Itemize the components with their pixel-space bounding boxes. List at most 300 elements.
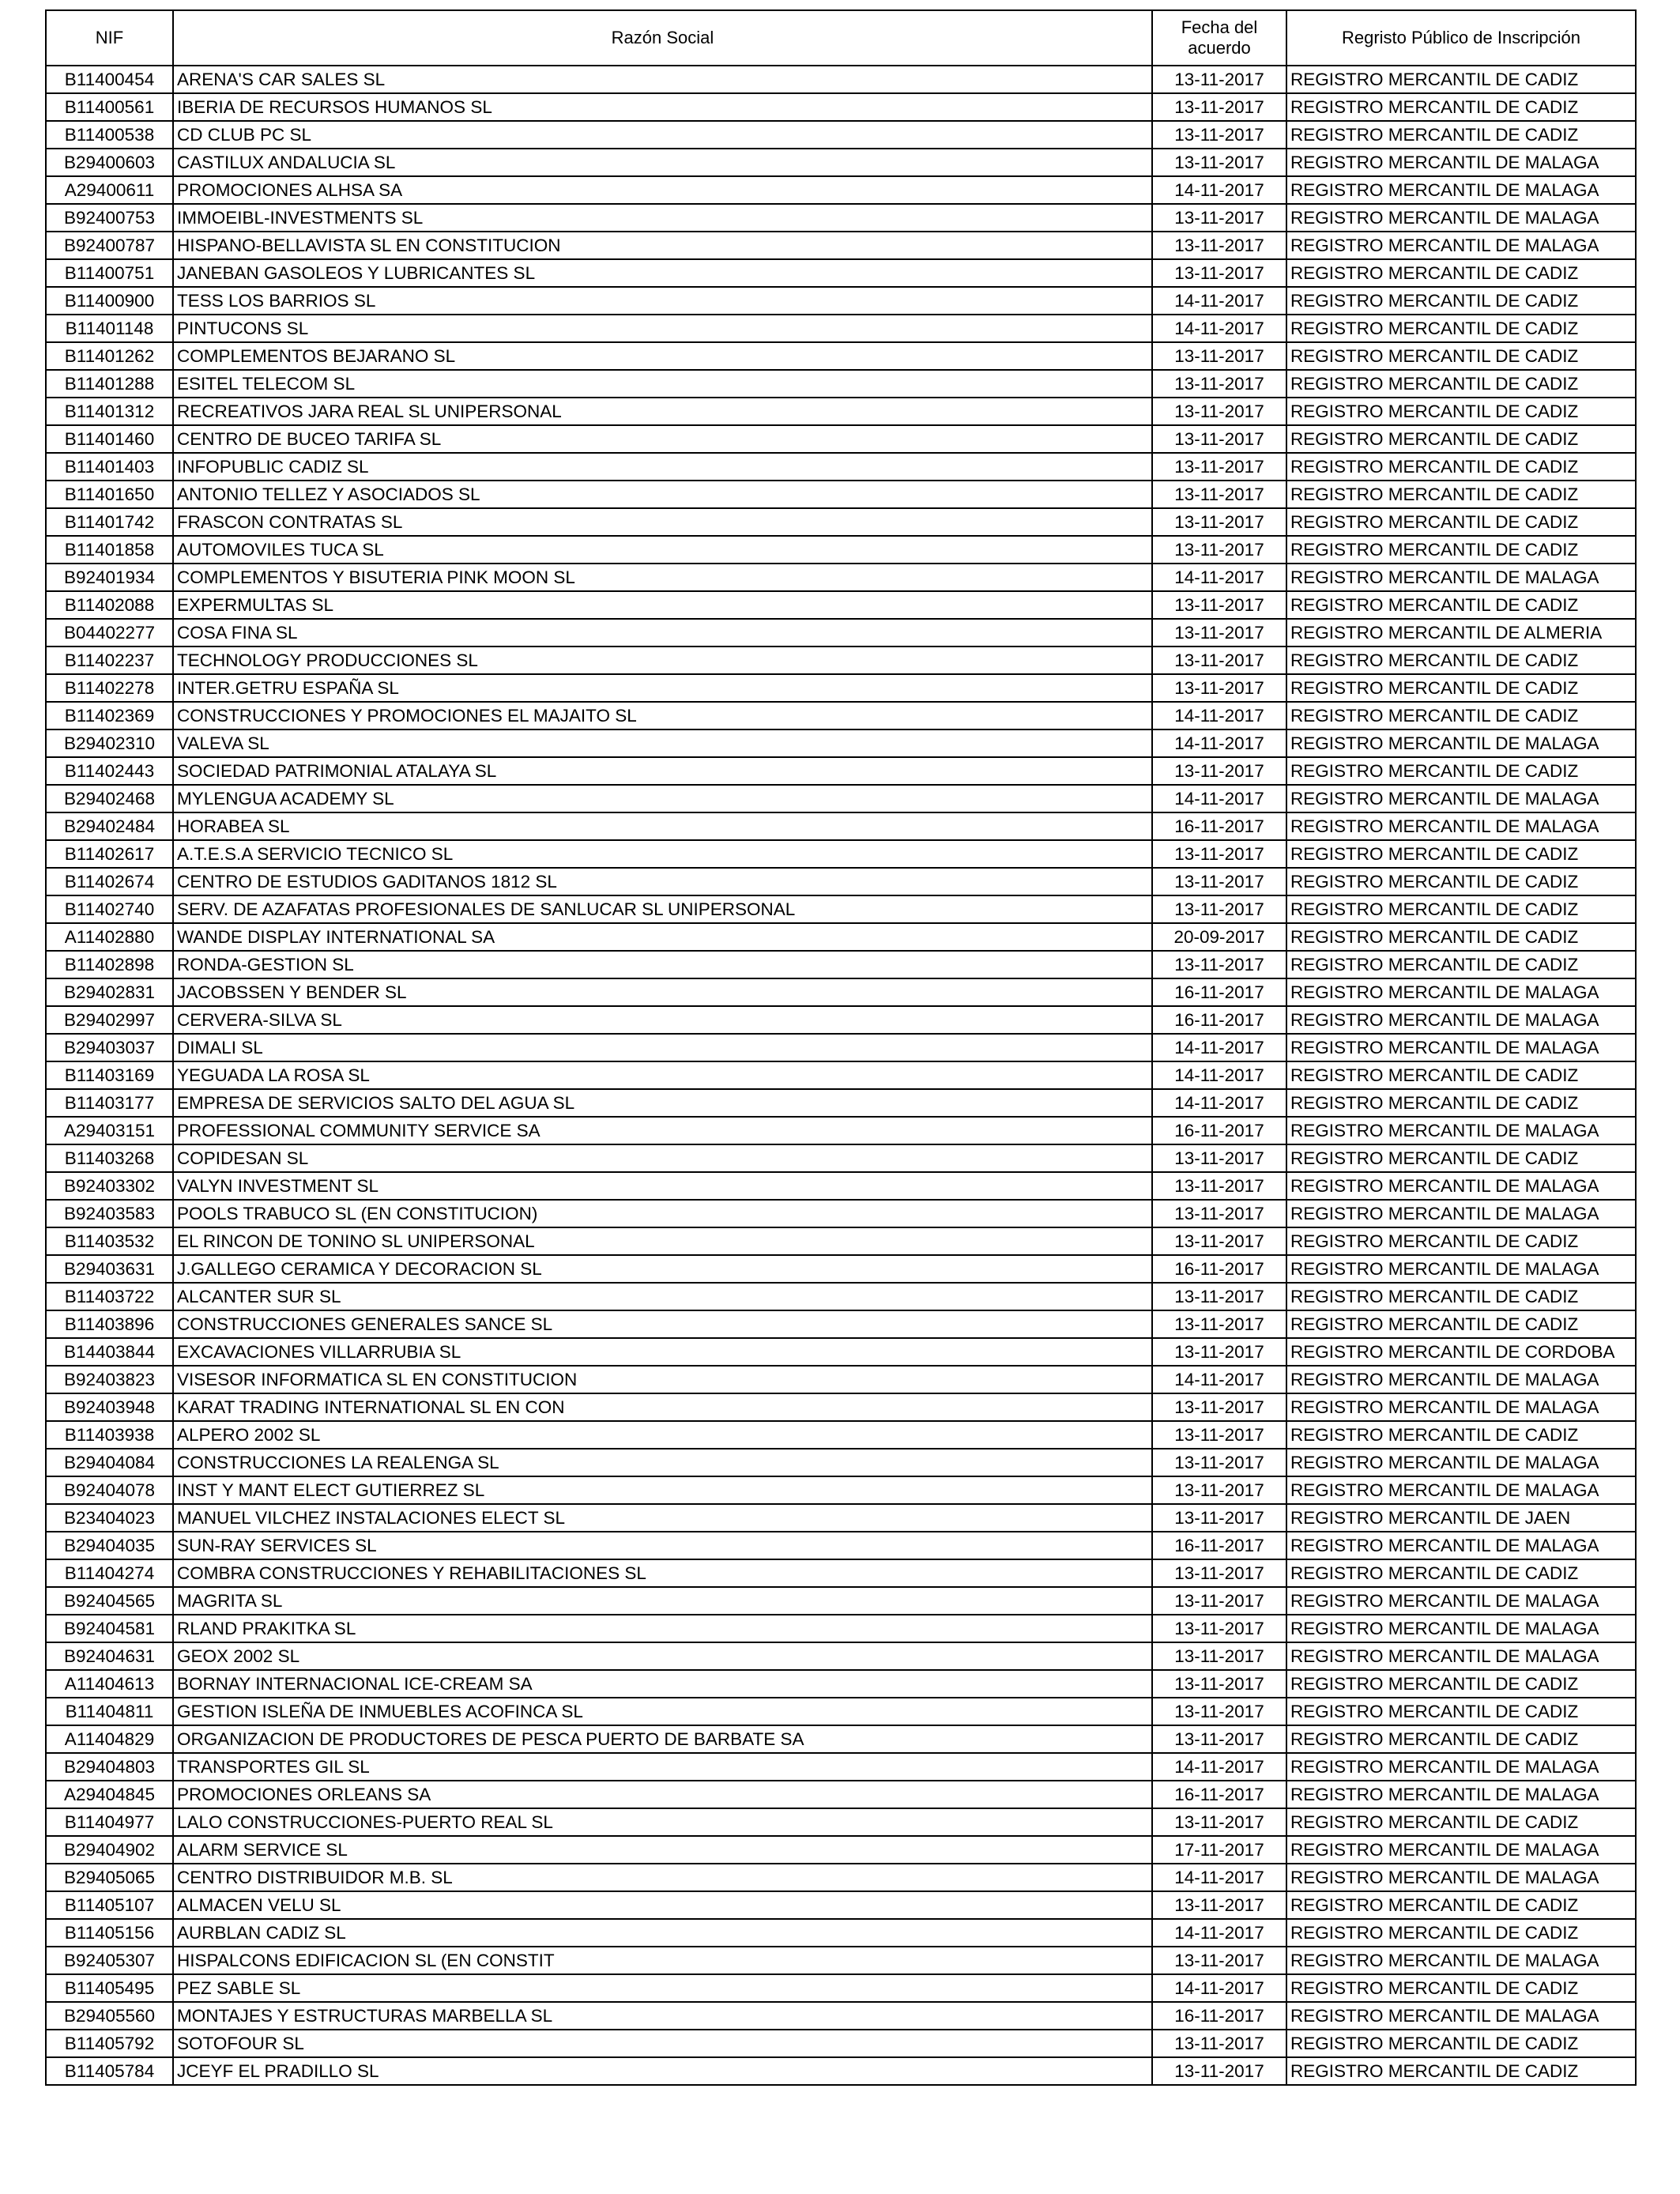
nif-cell: B11403722: [46, 1283, 173, 1310]
registro-cell: REGISTRO MERCANTIL DE MALAGA: [1286, 1366, 1636, 1393]
razon-social-cell: PEZ SABLE SL: [173, 1974, 1152, 2002]
razon-social-cell: COMPLEMENTOS BEJARANO SL: [173, 342, 1152, 370]
fecha-cell: 14-11-2017: [1152, 1864, 1286, 1891]
table-row: [46, 149, 1636, 176]
razon-social-cell: IBERIA DE RECURSOS HUMANOS SL: [173, 93, 1152, 121]
registro-cell: REGISTRO MERCANTIL DE CADIZ: [1286, 1725, 1636, 1753]
razon-social-cell: MANUEL VILCHEZ INSTALACIONES ELECT SL: [173, 1504, 1152, 1532]
fecha-cell: 14-11-2017: [1152, 1974, 1286, 2002]
razon-social-cell: VISESOR INFORMATICA SL EN CONSTITUCION: [173, 1366, 1152, 1393]
razon-social-cell: VALEVA SL: [173, 729, 1152, 757]
fecha-cell: 13-11-2017: [1152, 342, 1286, 370]
fecha-cell: 16-11-2017: [1152, 1255, 1286, 1283]
registro-cell: REGISTRO MERCANTIL DE CADIZ: [1286, 93, 1636, 121]
registro-cell: REGISTRO MERCANTIL DE CADIZ: [1286, 425, 1636, 453]
fecha-cell: 13-11-2017: [1152, 425, 1286, 453]
fecha-cell: 14-11-2017: [1152, 1753, 1286, 1781]
table-row: [46, 729, 1636, 757]
fecha-cell: 13-11-2017: [1152, 259, 1286, 287]
registro-cell: REGISTRO MERCANTIL DE CADIZ: [1286, 1089, 1636, 1117]
fecha-cell: 13-11-2017: [1152, 840, 1286, 868]
fecha-cell: 13-11-2017: [1152, 647, 1286, 674]
razon-social-cell: MAGRITA SL: [173, 1587, 1152, 1615]
nif-cell: B11404274: [46, 1559, 173, 1587]
nif-cell: B11405107: [46, 1891, 173, 1919]
razon-social-cell: JCEYF EL PRADILLO SL: [173, 2057, 1152, 2085]
nif-cell: A29400611: [46, 176, 173, 204]
fecha-cell: 13-11-2017: [1152, 1200, 1286, 1227]
table-row: [46, 1421, 1636, 1449]
nif-cell: B29402484: [46, 812, 173, 840]
table-row: [46, 1034, 1636, 1061]
table-row: [46, 342, 1636, 370]
fecha-cell: 13-11-2017: [1152, 121, 1286, 149]
razon-social-cell: MYLENGUA ACADEMY SL: [173, 785, 1152, 812]
razon-social-cell: RLAND PRAKITKA SL: [173, 1615, 1152, 1642]
table-row: [46, 287, 1636, 315]
razon-social-cell: HORABEA SL: [173, 812, 1152, 840]
table-row: [46, 232, 1636, 259]
razon-social-cell: SERV. DE AZAFATAS PROFESIONALES DE SANLUCAR SL UNIPERSONAL: [173, 895, 1152, 923]
nif-cell: B11404811: [46, 1698, 173, 1725]
registro-cell: REGISTRO MERCANTIL DE CADIZ: [1286, 342, 1636, 370]
table-row: [46, 121, 1636, 149]
table-row: [46, 1725, 1636, 1753]
table-row: [46, 1864, 1636, 1891]
nif-cell: B92403302: [46, 1172, 173, 1200]
table-row: [46, 978, 1636, 1006]
fecha-cell: 16-11-2017: [1152, 1781, 1286, 1808]
fecha-cell: 16-11-2017: [1152, 2002, 1286, 2030]
registro-cell: REGISTRO MERCANTIL DE MALAGA: [1286, 1587, 1636, 1615]
registro-cell: REGISTRO MERCANTIL DE CADIZ: [1286, 453, 1636, 481]
fecha-cell: 14-11-2017: [1152, 1919, 1286, 1947]
registro-cell: REGISTRO MERCANTIL DE MALAGA: [1286, 1947, 1636, 1974]
razon-social-cell: RONDA-GESTION SL: [173, 951, 1152, 978]
table-body: [46, 66, 1636, 2085]
table-row: [46, 1310, 1636, 1338]
nif-cell: B92401934: [46, 564, 173, 591]
table-row: [46, 619, 1636, 647]
nif-cell: B92404631: [46, 1642, 173, 1670]
fecha-cell: 14-11-2017: [1152, 702, 1286, 729]
table-row: [46, 702, 1636, 729]
fecha-cell: 13-11-2017: [1152, 1144, 1286, 1172]
registro-cell: REGISTRO MERCANTIL DE CADIZ: [1286, 398, 1636, 425]
nif-cell: B11401403: [46, 453, 173, 481]
nif-cell: B11403532: [46, 1227, 173, 1255]
table-row: [46, 1642, 1636, 1670]
fecha-cell: 13-11-2017: [1152, 204, 1286, 232]
registro-cell: REGISTRO MERCANTIL DE MALAGA: [1286, 1393, 1636, 1421]
fecha-cell: 13-11-2017: [1152, 1310, 1286, 1338]
nif-cell: B11402443: [46, 757, 173, 785]
razon-social-cell: COMBRA CONSTRUCCIONES Y REHABILITACIONES SL: [173, 1559, 1152, 1587]
fecha-cell: 13-11-2017: [1152, 1615, 1286, 1642]
registro-cell: REGISTRO MERCANTIL DE CADIZ: [1286, 647, 1636, 674]
header-fecha-acuerdo: [1152, 10, 1286, 66]
table-row: [46, 812, 1636, 840]
table-row: [46, 1006, 1636, 1034]
razon-social-cell: J.GALLEGO CERAMICA Y DECORACION SL: [173, 1255, 1152, 1283]
razon-social-cell: MONTAJES Y ESTRUCTURAS MARBELLA SL: [173, 2002, 1152, 2030]
nif-cell: B29402468: [46, 785, 173, 812]
table-row: [46, 1255, 1636, 1283]
fecha-cell: 14-11-2017: [1152, 1034, 1286, 1061]
nif-cell: B11403268: [46, 1144, 173, 1172]
razon-social-cell: CONSTRUCCIONES GENERALES SANCE SL: [173, 1310, 1152, 1338]
registro-cell: REGISTRO MERCANTIL DE CADIZ: [1286, 1310, 1636, 1338]
table-row: [46, 1781, 1636, 1808]
registro-cell: REGISTRO MERCANTIL DE CADIZ: [1286, 923, 1636, 951]
razon-social-cell: IMMOEIBL-INVESTMENTS SL: [173, 204, 1152, 232]
fecha-cell: 13-11-2017: [1152, 951, 1286, 978]
nif-cell: B92403948: [46, 1393, 173, 1421]
registro-cell: REGISTRO MERCANTIL DE MALAGA: [1286, 1615, 1636, 1642]
nif-cell: B11401742: [46, 508, 173, 536]
nif-cell: B11403938: [46, 1421, 173, 1449]
razon-social-cell: LALO CONSTRUCCIONES-PUERTO REAL SL: [173, 1808, 1152, 1836]
table-row: [46, 204, 1636, 232]
registro-cell: REGISTRO MERCANTIL DE CADIZ: [1286, 2030, 1636, 2057]
table-row: [46, 508, 1636, 536]
fecha-cell: 13-11-2017: [1152, 1476, 1286, 1504]
nif-cell: B11400751: [46, 259, 173, 287]
razon-social-cell: INST Y MANT ELECT GUTIERREZ SL: [173, 1476, 1152, 1504]
table-row: [46, 1476, 1636, 1504]
registro-cell: REGISTRO MERCANTIL DE MALAGA: [1286, 232, 1636, 259]
registro-cell: REGISTRO MERCANTIL DE MALAGA: [1286, 1532, 1636, 1559]
razon-social-cell: COPIDESAN SL: [173, 1144, 1152, 1172]
registro-cell: REGISTRO MERCANTIL DE MALAGA: [1286, 1642, 1636, 1670]
fecha-cell: 13-11-2017: [1152, 1725, 1286, 1753]
registro-cell: REGISTRO MERCANTIL DE MALAGA: [1286, 1172, 1636, 1200]
fecha-cell: 14-11-2017: [1152, 315, 1286, 342]
table-row: [46, 1089, 1636, 1117]
nif-cell: B11400561: [46, 93, 173, 121]
razon-social-cell: PROMOCIONES ORLEANS SA: [173, 1781, 1152, 1808]
registro-cell: REGISTRO MERCANTIL DE CORDOBA: [1286, 1338, 1636, 1366]
registro-cell: REGISTRO MERCANTIL DE CADIZ: [1286, 1421, 1636, 1449]
nif-cell: B11401858: [46, 536, 173, 564]
table-row: [46, 370, 1636, 398]
table-row: [46, 2030, 1636, 2057]
table-row: [46, 1504, 1636, 1532]
fecha-cell: 16-11-2017: [1152, 1532, 1286, 1559]
fecha-cell: 13-11-2017: [1152, 1891, 1286, 1919]
registro-cell: REGISTRO MERCANTIL DE MALAGA: [1286, 978, 1636, 1006]
razon-social-cell: ESITEL TELECOM SL: [173, 370, 1152, 398]
fecha-cell: 13-11-2017: [1152, 1338, 1286, 1366]
registro-cell: REGISTRO MERCANTIL DE CADIZ: [1286, 66, 1636, 93]
nif-cell: B29403631: [46, 1255, 173, 1283]
table-row: [46, 1227, 1636, 1255]
fecha-cell: 17-11-2017: [1152, 1836, 1286, 1864]
fecha-cell: 13-11-2017: [1152, 2057, 1286, 2085]
fecha-cell: 13-11-2017: [1152, 2030, 1286, 2057]
nif-cell: B29403037: [46, 1034, 173, 1061]
nif-cell: B11402369: [46, 702, 173, 729]
fecha-cell: 14-11-2017: [1152, 564, 1286, 591]
registro-cell: REGISTRO MERCANTIL DE CADIZ: [1286, 674, 1636, 702]
fecha-cell: 20-09-2017: [1152, 923, 1286, 951]
razon-social-cell: GEOX 2002 SL: [173, 1642, 1152, 1670]
razon-social-cell: JANEBAN GASOLEOS Y LUBRICANTES SL: [173, 259, 1152, 287]
razon-social-cell: HISPANO-BELLAVISTA SL EN CONSTITUCION: [173, 232, 1152, 259]
nif-cell: A29403151: [46, 1117, 173, 1144]
nif-cell: B11402617: [46, 840, 173, 868]
nif-cell: B29404084: [46, 1449, 173, 1476]
razon-social-cell: ALCANTER SUR SL: [173, 1283, 1152, 1310]
registro-cell: REGISTRO MERCANTIL DE MALAGA: [1286, 729, 1636, 757]
registro-cell: REGISTRO MERCANTIL DE CADIZ: [1286, 1670, 1636, 1698]
razon-social-cell: YEGUADA LA ROSA SL: [173, 1061, 1152, 1089]
razon-social-cell: AUTOMOVILES TUCA SL: [173, 536, 1152, 564]
nif-cell: B92404581: [46, 1615, 173, 1642]
table-row: [46, 481, 1636, 508]
fecha-cell: 16-11-2017: [1152, 812, 1286, 840]
registro-cell: REGISTRO MERCANTIL DE CADIZ: [1286, 895, 1636, 923]
table-row: [46, 176, 1636, 204]
razon-social-cell: HISPALCONS EDIFICACION SL (EN CONSTIT: [173, 1947, 1152, 1974]
registro-cell: REGISTRO MERCANTIL DE CADIZ: [1286, 1919, 1636, 1947]
table-row: [46, 1172, 1636, 1200]
nif-cell: A11402880: [46, 923, 173, 951]
table-row: [46, 1200, 1636, 1227]
fecha-cell: 13-11-2017: [1152, 1393, 1286, 1421]
table-row: [46, 785, 1636, 812]
nif-cell: B11402898: [46, 951, 173, 978]
nif-cell: B11402674: [46, 868, 173, 895]
nif-cell: B11405784: [46, 2057, 173, 2085]
nif-cell: B92400787: [46, 232, 173, 259]
registro-cell: REGISTRO MERCANTIL DE MALAGA: [1286, 1781, 1636, 1808]
razon-social-cell: EXCAVACIONES VILLARRUBIA SL: [173, 1338, 1152, 1366]
registro-cell: REGISTRO MERCANTIL DE CADIZ: [1286, 536, 1636, 564]
fecha-cell: 13-11-2017: [1152, 1670, 1286, 1698]
fecha-cell: 13-11-2017: [1152, 453, 1286, 481]
table-row: [46, 1974, 1636, 2002]
fecha-cell: 13-11-2017: [1152, 1449, 1286, 1476]
registro-cell: REGISTRO MERCANTIL DE CADIZ: [1286, 1061, 1636, 1089]
razon-social-cell: WANDE DISPLAY INTERNATIONAL SA: [173, 923, 1152, 951]
table-row: [46, 1947, 1636, 1974]
razon-social-cell: PROFESSIONAL COMMUNITY SERVICE SA: [173, 1117, 1152, 1144]
registro-cell: REGISTRO MERCANTIL DE CADIZ: [1286, 1974, 1636, 2002]
razon-social-cell: RECREATIVOS JARA REAL SL UNIPERSONAL: [173, 398, 1152, 425]
nif-cell: B29405560: [46, 2002, 173, 2030]
fecha-cell: 14-11-2017: [1152, 287, 1286, 315]
nif-cell: B29404902: [46, 1836, 173, 1864]
registry-table: [45, 9, 1637, 2086]
registro-cell: REGISTRO MERCANTIL DE CADIZ: [1286, 1144, 1636, 1172]
razon-social-cell: FRASCON CONTRATAS SL: [173, 508, 1152, 536]
table-row: [46, 315, 1636, 342]
nif-cell: B11401650: [46, 481, 173, 508]
table-row: [46, 591, 1636, 619]
registro-cell: REGISTRO MERCANTIL DE CADIZ: [1286, 840, 1636, 868]
registro-cell: REGISTRO MERCANTIL DE CADIZ: [1286, 1698, 1636, 1725]
table-row: [46, 1559, 1636, 1587]
header-fecha-line1: Fecha del: [1181, 17, 1258, 37]
fecha-cell: 14-11-2017: [1152, 1366, 1286, 1393]
registro-cell: REGISTRO MERCANTIL DE CADIZ: [1286, 868, 1636, 895]
nif-cell: B11401312: [46, 398, 173, 425]
fecha-cell: 16-11-2017: [1152, 1117, 1286, 1144]
table-row: [46, 93, 1636, 121]
nif-cell: B11403169: [46, 1061, 173, 1089]
fecha-cell: 13-11-2017: [1152, 93, 1286, 121]
table-row: [46, 1144, 1636, 1172]
fecha-cell: 13-11-2017: [1152, 508, 1286, 536]
table-row: [46, 398, 1636, 425]
razon-social-cell: SOTOFOUR SL: [173, 2030, 1152, 2057]
razon-social-cell: ALPERO 2002 SL: [173, 1421, 1152, 1449]
fecha-cell: 16-11-2017: [1152, 1006, 1286, 1034]
nif-cell: B29404803: [46, 1753, 173, 1781]
registro-cell: REGISTRO MERCANTIL DE CADIZ: [1286, 481, 1636, 508]
razon-social-cell: TESS LOS BARRIOS SL: [173, 287, 1152, 315]
registro-cell: REGISTRO MERCANTIL DE CADIZ: [1286, 1808, 1636, 1836]
fecha-cell: 13-11-2017: [1152, 619, 1286, 647]
table-row: [46, 674, 1636, 702]
table-row: [46, 1698, 1636, 1725]
fecha-cell: 13-11-2017: [1152, 591, 1286, 619]
table-row: [46, 1891, 1636, 1919]
registro-cell: REGISTRO MERCANTIL DE MALAGA: [1286, 785, 1636, 812]
fecha-cell: 16-11-2017: [1152, 978, 1286, 1006]
registro-cell: REGISTRO MERCANTIL DE MALAGA: [1286, 1864, 1636, 1891]
fecha-cell: 13-11-2017: [1152, 1587, 1286, 1615]
nif-cell: A11404829: [46, 1725, 173, 1753]
table-row: [46, 1836, 1636, 1864]
fecha-cell: 13-11-2017: [1152, 536, 1286, 564]
nif-cell: B14403844: [46, 1338, 173, 1366]
nif-cell: B29400603: [46, 149, 173, 176]
header-razon-social: Razón Social: [173, 10, 1152, 66]
registro-cell: REGISTRO MERCANTIL DE MALAGA: [1286, 1476, 1636, 1504]
table-row: [46, 536, 1636, 564]
razon-social-cell: AURBLAN CADIZ SL: [173, 1919, 1152, 1947]
razon-social-cell: VALYN INVESTMENT SL: [173, 1172, 1152, 1200]
registro-cell: REGISTRO MERCANTIL DE MALAGA: [1286, 812, 1636, 840]
table-row: [46, 840, 1636, 868]
registro-cell: REGISTRO MERCANTIL DE MALAGA: [1286, 204, 1636, 232]
razon-social-cell: EMPRESA DE SERVICIOS SALTO DEL AGUA SL: [173, 1089, 1152, 1117]
registro-cell: REGISTRO MERCANTIL DE MALAGA: [1286, 1117, 1636, 1144]
razon-social-cell: CENTRO DISTRIBUIDOR M.B. SL: [173, 1864, 1152, 1891]
nif-cell: B11404977: [46, 1808, 173, 1836]
razon-social-cell: ANTONIO TELLEZ Y ASOCIADOS SL: [173, 481, 1152, 508]
fecha-cell: 14-11-2017: [1152, 785, 1286, 812]
table-row: [46, 1366, 1636, 1393]
razon-social-cell: CENTRO DE ESTUDIOS GADITANOS 1812 SL: [173, 868, 1152, 895]
nif-cell: B29402831: [46, 978, 173, 1006]
fecha-cell: 13-11-2017: [1152, 370, 1286, 398]
registro-cell: REGISTRO MERCANTIL DE CADIZ: [1286, 370, 1636, 398]
fecha-cell: 13-11-2017: [1152, 868, 1286, 895]
nif-cell: B04402277: [46, 619, 173, 647]
nif-cell: B23404023: [46, 1504, 173, 1532]
razon-social-cell: A.T.E.S.A SERVICIO TECNICO SL: [173, 840, 1152, 868]
table-row: [46, 1808, 1636, 1836]
fecha-cell: 13-11-2017: [1152, 481, 1286, 508]
razon-social-cell: EXPERMULTAS SL: [173, 591, 1152, 619]
table-row: [46, 1615, 1636, 1642]
nif-cell: B11402237: [46, 647, 173, 674]
registro-cell: REGISTRO MERCANTIL DE CADIZ: [1286, 757, 1636, 785]
registro-cell: REGISTRO MERCANTIL DE MALAGA: [1286, 1836, 1636, 1864]
nif-cell: B11402278: [46, 674, 173, 702]
nif-cell: B11401148: [46, 315, 173, 342]
registro-cell: REGISTRO MERCANTIL DE CADIZ: [1286, 951, 1636, 978]
registry-table-container: [45, 9, 1637, 2086]
table-row: [46, 1670, 1636, 1698]
fecha-cell: 13-11-2017: [1152, 149, 1286, 176]
registro-cell: REGISTRO MERCANTIL DE CADIZ: [1286, 259, 1636, 287]
nif-cell: B11401262: [46, 342, 173, 370]
nif-cell: B92404565: [46, 1587, 173, 1615]
fecha-cell: 13-11-2017: [1152, 66, 1286, 93]
razon-social-cell: COSA FINA SL: [173, 619, 1152, 647]
nif-cell: B29402997: [46, 1006, 173, 1034]
registro-cell: REGISTRO MERCANTIL DE CADIZ: [1286, 591, 1636, 619]
razon-social-cell: PINTUCONS SL: [173, 315, 1152, 342]
razon-social-cell: CD CLUB PC SL: [173, 121, 1152, 149]
nif-cell: B11400454: [46, 66, 173, 93]
razon-social-cell: ALMACEN VELU SL: [173, 1891, 1152, 1919]
table-row: [46, 1449, 1636, 1476]
fecha-cell: 13-11-2017: [1152, 674, 1286, 702]
table-row: [46, 895, 1636, 923]
razon-social-cell: EL RINCON DE TONINO SL UNIPERSONAL: [173, 1227, 1152, 1255]
fecha-cell: 14-11-2017: [1152, 729, 1286, 757]
nif-cell: B11401460: [46, 425, 173, 453]
razon-social-cell: TRANSPORTES GIL SL: [173, 1753, 1152, 1781]
nif-cell: B92400753: [46, 204, 173, 232]
fecha-cell: 13-11-2017: [1152, 232, 1286, 259]
registro-cell: REGISTRO MERCANTIL DE MALAGA: [1286, 564, 1636, 591]
registro-cell: REGISTRO MERCANTIL DE CADIZ: [1286, 1559, 1636, 1587]
registro-cell: REGISTRO MERCANTIL DE MALAGA: [1286, 2002, 1636, 2030]
table-row: [46, 1753, 1636, 1781]
fecha-cell: 13-11-2017: [1152, 1504, 1286, 1532]
table-header-row: [46, 10, 1636, 66]
razon-social-cell: ALARM SERVICE SL: [173, 1836, 1152, 1864]
header-nif: NIF: [46, 10, 173, 66]
table-row: [46, 647, 1636, 674]
registro-cell: REGISTRO MERCANTIL DE MALAGA: [1286, 1006, 1636, 1034]
nif-cell: B29405065: [46, 1864, 173, 1891]
table-row: [46, 1117, 1636, 1144]
razon-social-cell: CONSTRUCCIONES Y PROMOCIONES EL MAJAITO SL: [173, 702, 1152, 729]
fecha-cell: 14-11-2017: [1152, 1089, 1286, 1117]
table-row: [46, 1061, 1636, 1089]
table-row: [46, 564, 1636, 591]
registro-cell: REGISTRO MERCANTIL DE CADIZ: [1286, 1891, 1636, 1919]
nif-cell: B11400538: [46, 121, 173, 149]
table-row: [46, 453, 1636, 481]
registro-cell: REGISTRO MERCANTIL DE MALAGA: [1286, 1753, 1636, 1781]
registro-cell: REGISTRO MERCANTIL DE CADIZ: [1286, 508, 1636, 536]
registro-cell: REGISTRO MERCANTIL DE CADIZ: [1286, 702, 1636, 729]
header-fecha-line2: acuerdo: [1188, 38, 1251, 58]
fecha-cell: 14-11-2017: [1152, 176, 1286, 204]
nif-cell: B11402740: [46, 895, 173, 923]
table-row: [46, 1587, 1636, 1615]
registro-cell: REGISTRO MERCANTIL DE MALAGA: [1286, 1255, 1636, 1283]
fecha-cell: 13-11-2017: [1152, 1421, 1286, 1449]
